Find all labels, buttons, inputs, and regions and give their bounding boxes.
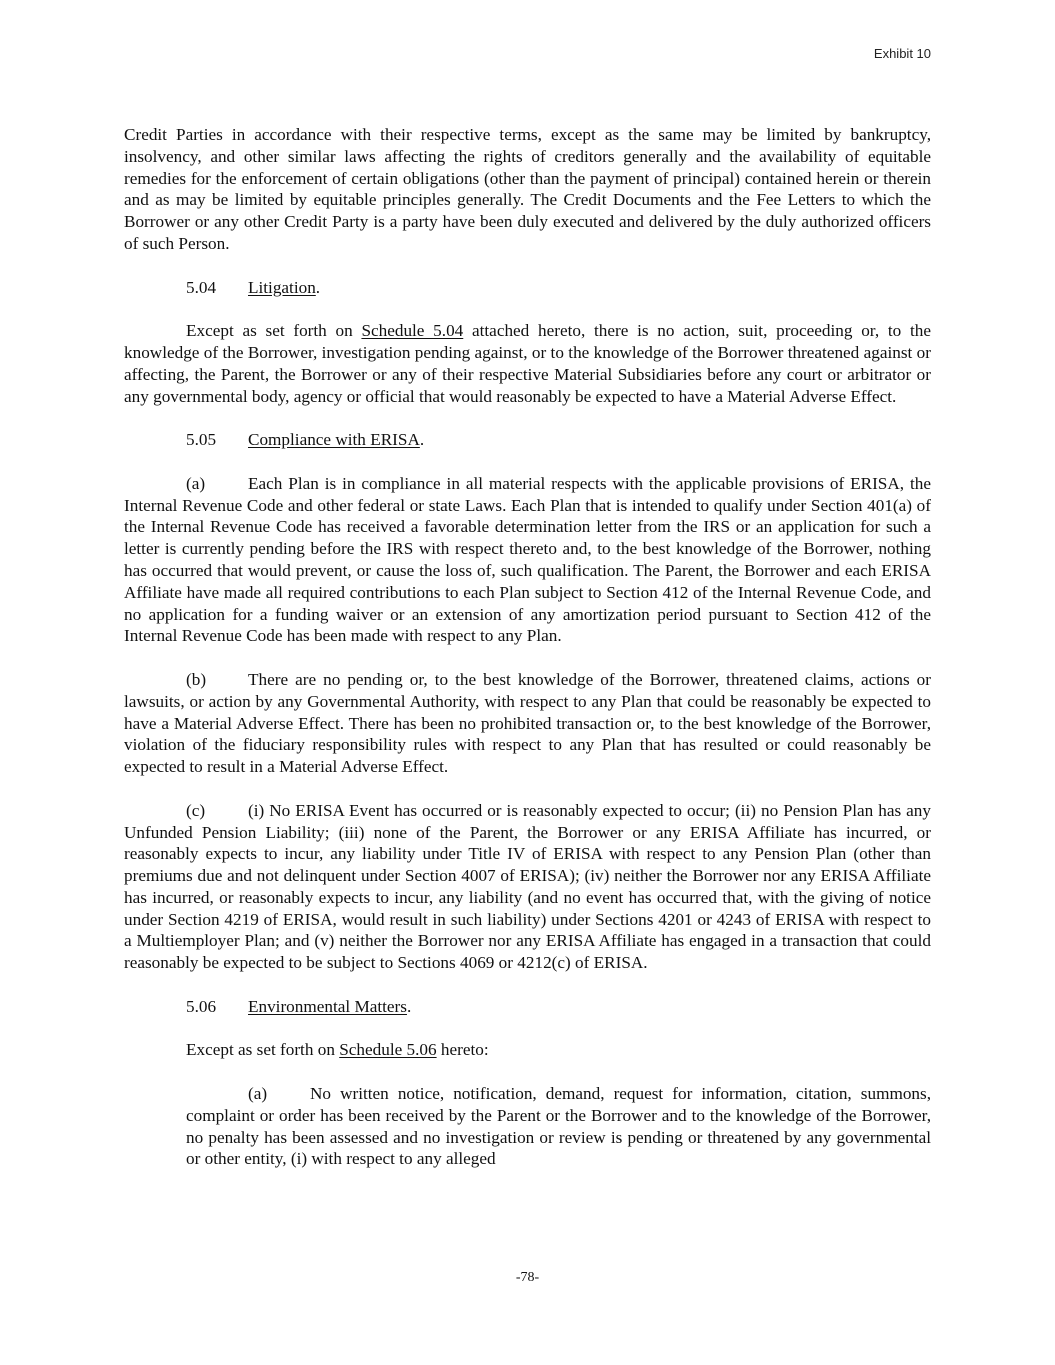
section-5-04-body (124, 320, 931, 407)
exhibit-label: Exhibit 10 (873, 46, 931, 61)
section-5-04-heading: 5.04 Litigation. (186, 277, 321, 297)
intro-paragraph: Credit Parties in accordance with their respective terms, except as the same may be limited by bankruptcy, insolvency, and other similar laws affecting the rights of creditors generally and the availability of equitable remedies for the enforcement of certain obligations (other than the payment of principal) contained herein or therein and as may be limited by equitable principles generally. The Credit Documents and the Fee Letters to which the Borrower or any other Credit Party is a party have been duly executed and delivered by the duly authorized officers of such Person. (124, 125, 931, 253)
clause-text: Each Plan is in compliance in all material respects with the applicable provisions of ERISA, the Internal Revenue Code and other federal or state Laws. Each Plan that is intended to qualify under Section 401(a) of the Internal Revenue Code has received a favorable determination letter from the IRS or an application for such a letter is currently pending before the IRS with respect thereto and, to the best knowledge of the Borrower, nothing has occurred that would prevent, or cause the loss of, such qualification. The Parent, the Borrower and each ERISA Affiliate have made all required contributions to each Plan subject to Section 412 of the Internal Revenue Code, and no application for a funding waiver or an extension of any amortization period pursuant to Section 412 of the Internal Revenue Code has been made with respect to any Plan. (124, 473, 931, 646)
clause-label: (b) (186, 669, 207, 689)
document-body (124, 124, 931, 1192)
schedule-5-04-link: Schedule 5.04 (361, 321, 464, 341)
clause-label: (c) (186, 800, 206, 820)
section-number: 5.04 (186, 277, 217, 297)
body-text: hereto: (436, 1040, 489, 1060)
clause-text: (i) No ERISA Event has occurred or is reasonably expected to occur; (ii) no Pension Plan has any Unfunded Pension Liability; (iii) none of the Parent, the Borrower or any ERISA Affiliate has incurred, or reasonably expects to incur, any liability under Title IV of ERISA with respect to any Pension Plan (other than premiums due and not delinquent under Section 4007 of ERISA); (iv) neither the Borrower nor any ERISA Affiliate has incurred, or reasonably expects to incur, any liability (and no event has occurred that, with the giving of notice under Section 4219 of ERISA, would result in such liability) under Sections 4201 or 4243 of ERISA with respect to a Multiemployer Plan; and (v) neither the Borrower nor any ERISA Affiliate has engaged in a transaction that could reasonably be expected to be subject to Sections 4069 or 4212(c) of ERISA. (124, 800, 931, 973)
section-5-05-c (124, 800, 931, 974)
section-5-05-a (124, 473, 931, 647)
page-number: -78- (515, 1270, 540, 1285)
clause-label: (a) (248, 1084, 268, 1104)
section-5-05-b (124, 669, 931, 778)
section-title: Litigation (248, 277, 316, 297)
clause-text: There are no pending or, to the best knowledge of the Borrower, threatened claims, actions or lawsuits, or action by any Governmental Authority, with respect to any Plan that could be reasonably be expected to have a Material Adverse Effect. There has been no prohibited transaction or, to the best knowledge of the Borrower, violation of the fiduciary responsibility rules with respect to any Plan that has resulted or could reasonably be expected to result in a Material Adverse Effect. (124, 669, 931, 777)
section-5-06-heading: 5.06 Environmental Matters. (186, 996, 412, 1016)
section-5-05-heading: 5.05 Compliance with ERISA. (186, 430, 425, 450)
section-number: 5.05 (186, 430, 217, 450)
section-5-06-intro (124, 1039, 931, 1061)
schedule-5-06-link: Schedule 5.06 (339, 1040, 437, 1060)
section-title: Environmental Matters (248, 996, 407, 1016)
clause-text: No written notice, notification, demand, request for information, citation, summons, complaint or order has been received by the Parent or the Borrower and to the knowledge of the Borrower, no penalty has been assessed and no investigation or review is pending or threatened by any governmental or other entity, (i) with respect to any alleged (186, 1084, 931, 1169)
body-text: Except as set forth on (186, 1040, 340, 1060)
body-text: attached hereto, there is no action, suit, proceeding or, to the knowledge of the Borrower, investigation pending against, or to the knowledge of the Borrower threatened against or affecting, the Parent, the Borrower or any of their respective Material Subsidiaries before any court or arbitrator or any governmental body, agency or official that would reasonably be expected to have a Material Adverse Effect. (124, 321, 931, 406)
body-text: Except as set forth on (186, 321, 362, 341)
section-number: 5.06 (186, 996, 217, 1016)
clause-label: (a) (186, 473, 206, 493)
section-title: Compliance with ERISA (248, 430, 420, 450)
section-5-06-a (186, 1083, 931, 1170)
